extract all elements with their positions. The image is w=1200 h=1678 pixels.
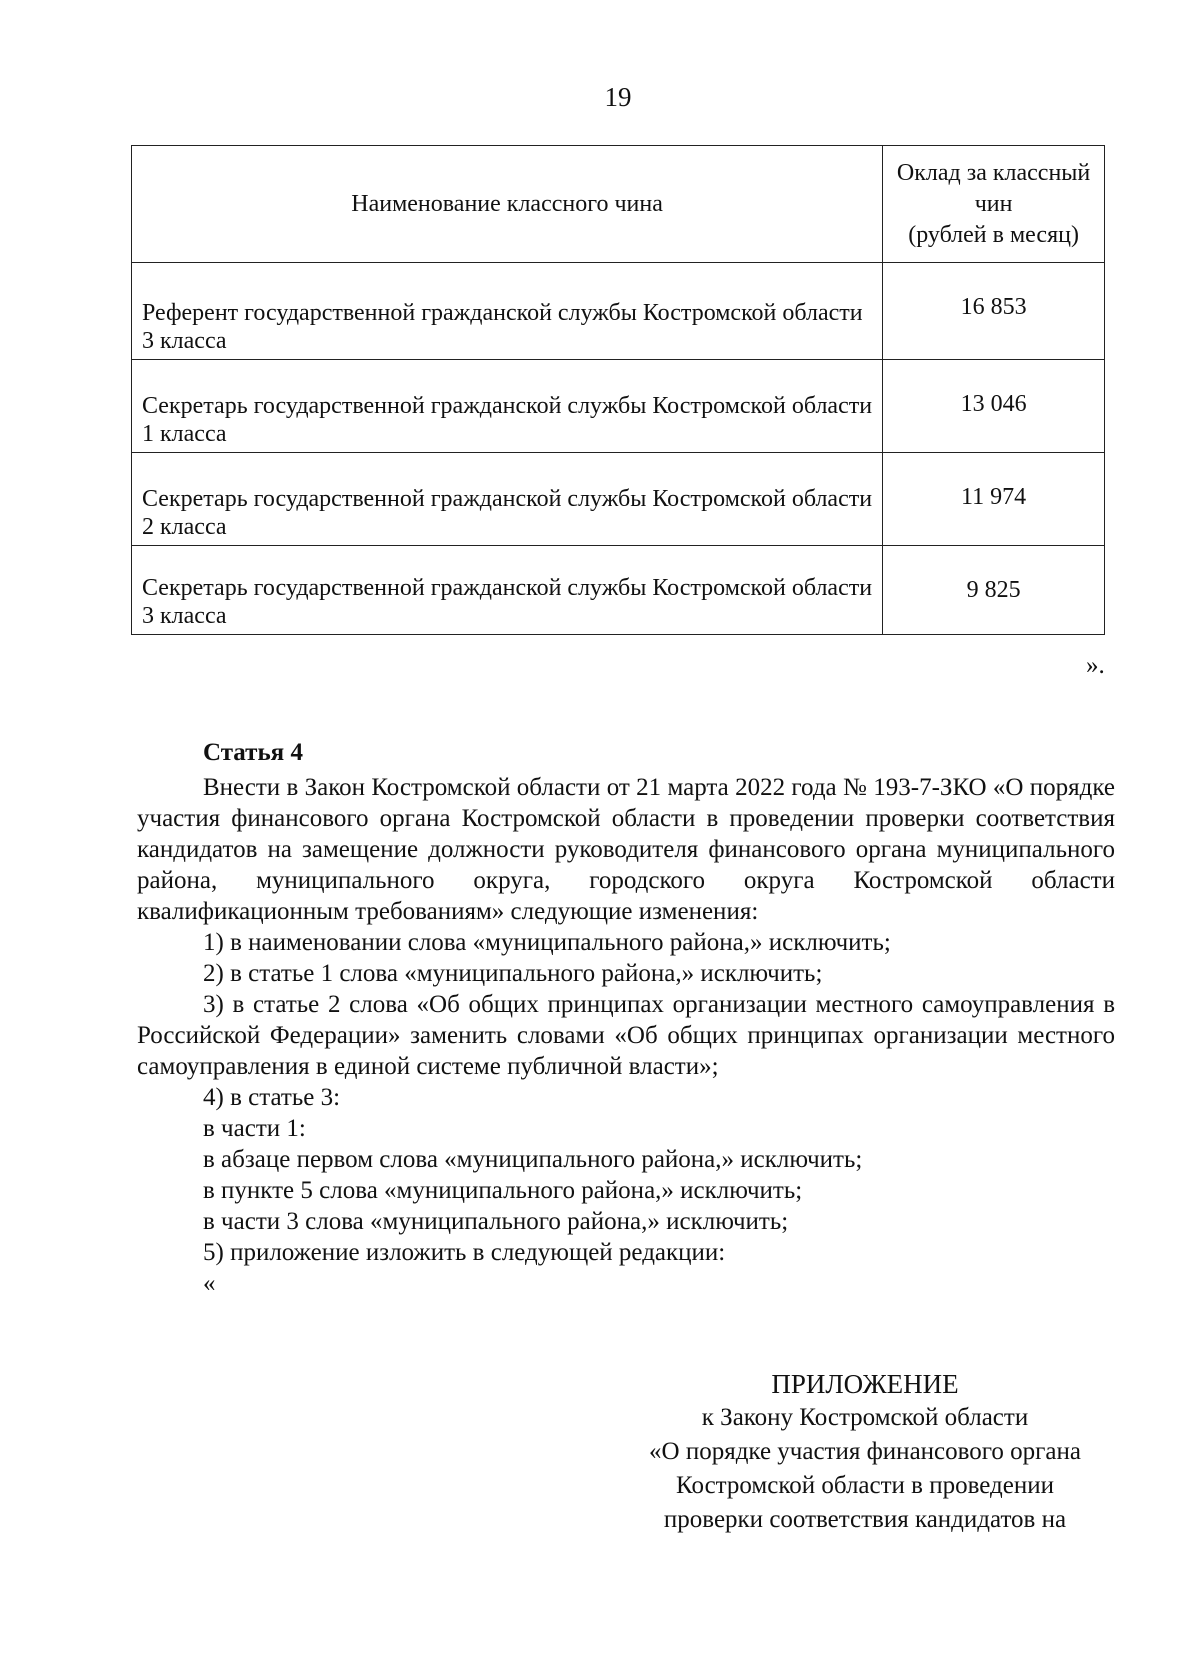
article-item: 1) в наименовании слова «муниципального района,» исключить; [203, 929, 891, 956]
rank-name: Секретарь государственной гражданской службы Костромской области 1 класса [142, 393, 873, 447]
salary-table [131, 145, 1105, 635]
appendix-line: к Закону Костромской области [701, 1404, 1029, 1431]
table-row [132, 263, 1105, 360]
article-item: 5) приложение изложить в следующей редакции: [203, 1239, 726, 1266]
rank-name: Референт государственной гражданской службы Костромской области 3 класса [142, 300, 863, 354]
article-item: 4) в статье 3: [203, 1084, 341, 1111]
table-header-row [132, 146, 1105, 263]
rank-name: Секретарь государственной гражданской службы Костромской области 2 класса [142, 486, 873, 540]
appendix-block [620, 1367, 1110, 1537]
header-salary-line: (рублей в месяц) [908, 221, 1079, 248]
rank-name: Секретарь государственной гражданской службы Костромской области 3 класса [142, 575, 873, 629]
appendix-line: проверки соответствия кандидатов на [663, 1506, 1067, 1533]
article-subitem: в части 1: [203, 1115, 306, 1142]
table-row [132, 360, 1105, 453]
salary-cell: 11 974 [883, 453, 1105, 546]
article-intro: Внести в Закон Костромской области от 21 марта 2022 года № 193-7-ЗКО «О порядке участия финансового органа Костромской области в проведении проверки соответствия кандидатов на замещение должности руководителя финансового органа муниципального района, муниципального округа, городского округа Костромской области квалификационным требованиям» следующие изменения: [137, 774, 1115, 925]
appendix-line: Костромской области в проведении [676, 1472, 1054, 1499]
article-item: 2) в статье 1 слова «муниципального района,» исключить; [203, 960, 823, 987]
header-name-cell: Наименование классного чина [132, 146, 883, 263]
header-salary-cell [883, 146, 1105, 263]
header-salary-line: Оклад за классный [896, 159, 1091, 186]
open-quote: « [203, 1270, 216, 1297]
rank-name-cell [132, 360, 883, 453]
salary-cell: 9 825 [883, 546, 1105, 635]
rank-name-cell [132, 453, 883, 546]
salary-cell: 16 853 [883, 263, 1105, 360]
rank-name-cell [132, 263, 883, 360]
article-subitem: в пункте 5 слова «муниципального района,» исключить; [203, 1177, 803, 1204]
header-salary-line: чин [974, 190, 1013, 217]
page-number: 19 [604, 82, 632, 112]
article-title: Статья 4 [203, 739, 303, 766]
article-body [137, 772, 1115, 1299]
appendix-title: ПРИЛОЖЕНИЕ [771, 1369, 959, 1399]
article-subitem: в части 3 слова «муниципального района,» исключить; [203, 1208, 789, 1235]
article-subitem: в абзаце первом слова «муниципального района,» исключить; [203, 1146, 863, 1173]
table-row [132, 546, 1105, 635]
appendix-line: «О порядке участия финансового органа [649, 1438, 1081, 1465]
table-row [132, 453, 1105, 546]
rank-name-cell [132, 546, 883, 635]
article-item: 3) в статье 2 слова «Об общих принципах организации местного самоуправления в Российской Федерации» заменить словами «Об общих принципах организации местного самоуправления в единой системе публичной власти»; [137, 991, 1115, 1080]
closing-quote: ». [1086, 652, 1105, 679]
salary-cell: 13 046 [883, 360, 1105, 453]
